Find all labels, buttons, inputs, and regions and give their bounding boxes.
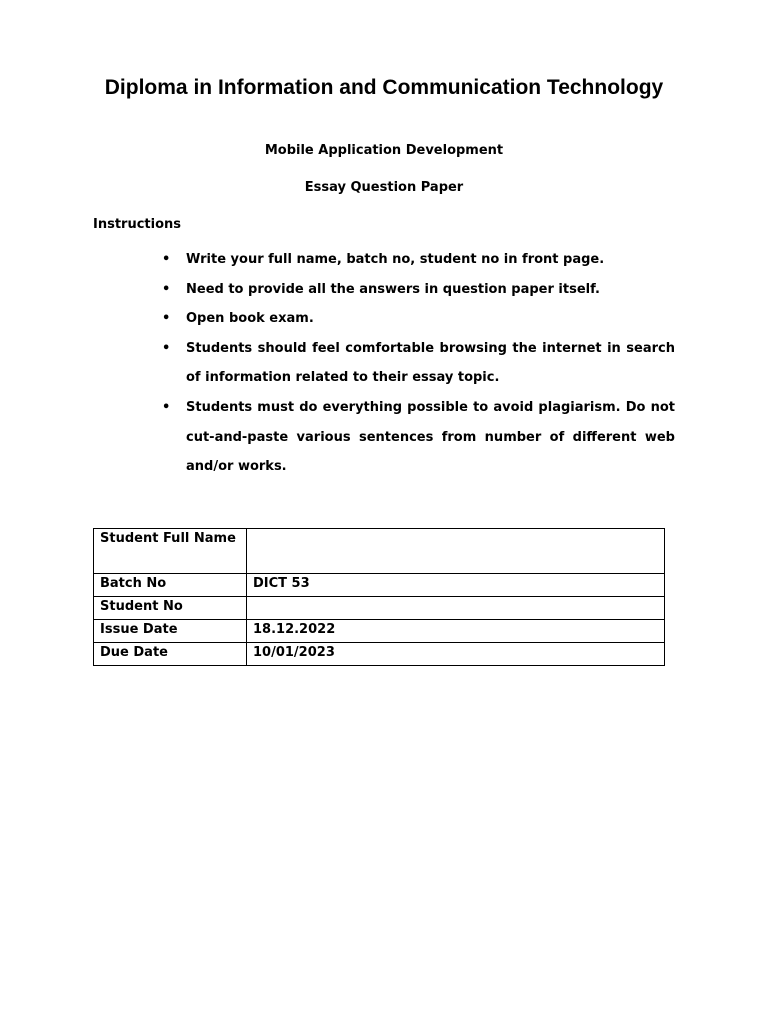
instruction-item: [162, 275, 675, 305]
row-value: [247, 597, 665, 620]
instruction-text: Need to provide all the answers in question paper itself.: [186, 281, 600, 297]
table-row: [94, 643, 665, 666]
instructions-heading: Instructions: [93, 217, 182, 232]
instructions-list: [162, 245, 675, 482]
instruction-text: Students should feel comfortable browsing the internet in search of information related to their essay topic.: [186, 340, 675, 386]
row-value: 10/01/2023: [247, 643, 665, 666]
row-label: Issue Date: [94, 620, 247, 643]
table-row: [94, 574, 665, 597]
row-label: Batch No: [94, 574, 247, 597]
bullet-icon: •: [162, 340, 171, 356]
course-name: Mobile Application Development: [264, 143, 504, 158]
bullet-icon: •: [162, 311, 171, 327]
row-label: Student No: [94, 597, 247, 620]
row-value: DICT 53: [247, 574, 665, 597]
bullet-icon: •: [162, 399, 171, 415]
document-title: Diploma in Information and Communication Technology: [104, 76, 664, 99]
instruction-text: Write your full name, batch no, student no in front page.: [186, 252, 605, 267]
instruction-item: [162, 334, 675, 393]
row-value: [247, 529, 665, 574]
bullet-icon: •: [162, 281, 171, 297]
instruction-text: Students must do everything possible to avoid plagiarism. Do not cut-and-paste various sentences from number of different web and/or works.: [186, 399, 675, 475]
paper-type: Essay Question Paper: [304, 180, 464, 195]
table-row: [94, 597, 665, 620]
row-label: Due Date: [94, 643, 247, 666]
table-row: [94, 529, 665, 574]
instruction-text: Open book exam.: [186, 311, 314, 327]
instruction-item: [162, 304, 675, 334]
bullet-icon: •: [162, 252, 171, 267]
student-details-table: [93, 528, 665, 666]
instruction-item: [162, 393, 675, 482]
instruction-item: [162, 245, 675, 275]
row-value: 18.12.2022: [247, 620, 665, 643]
row-label: Student Full Name: [94, 529, 247, 574]
table-row: [94, 620, 665, 643]
